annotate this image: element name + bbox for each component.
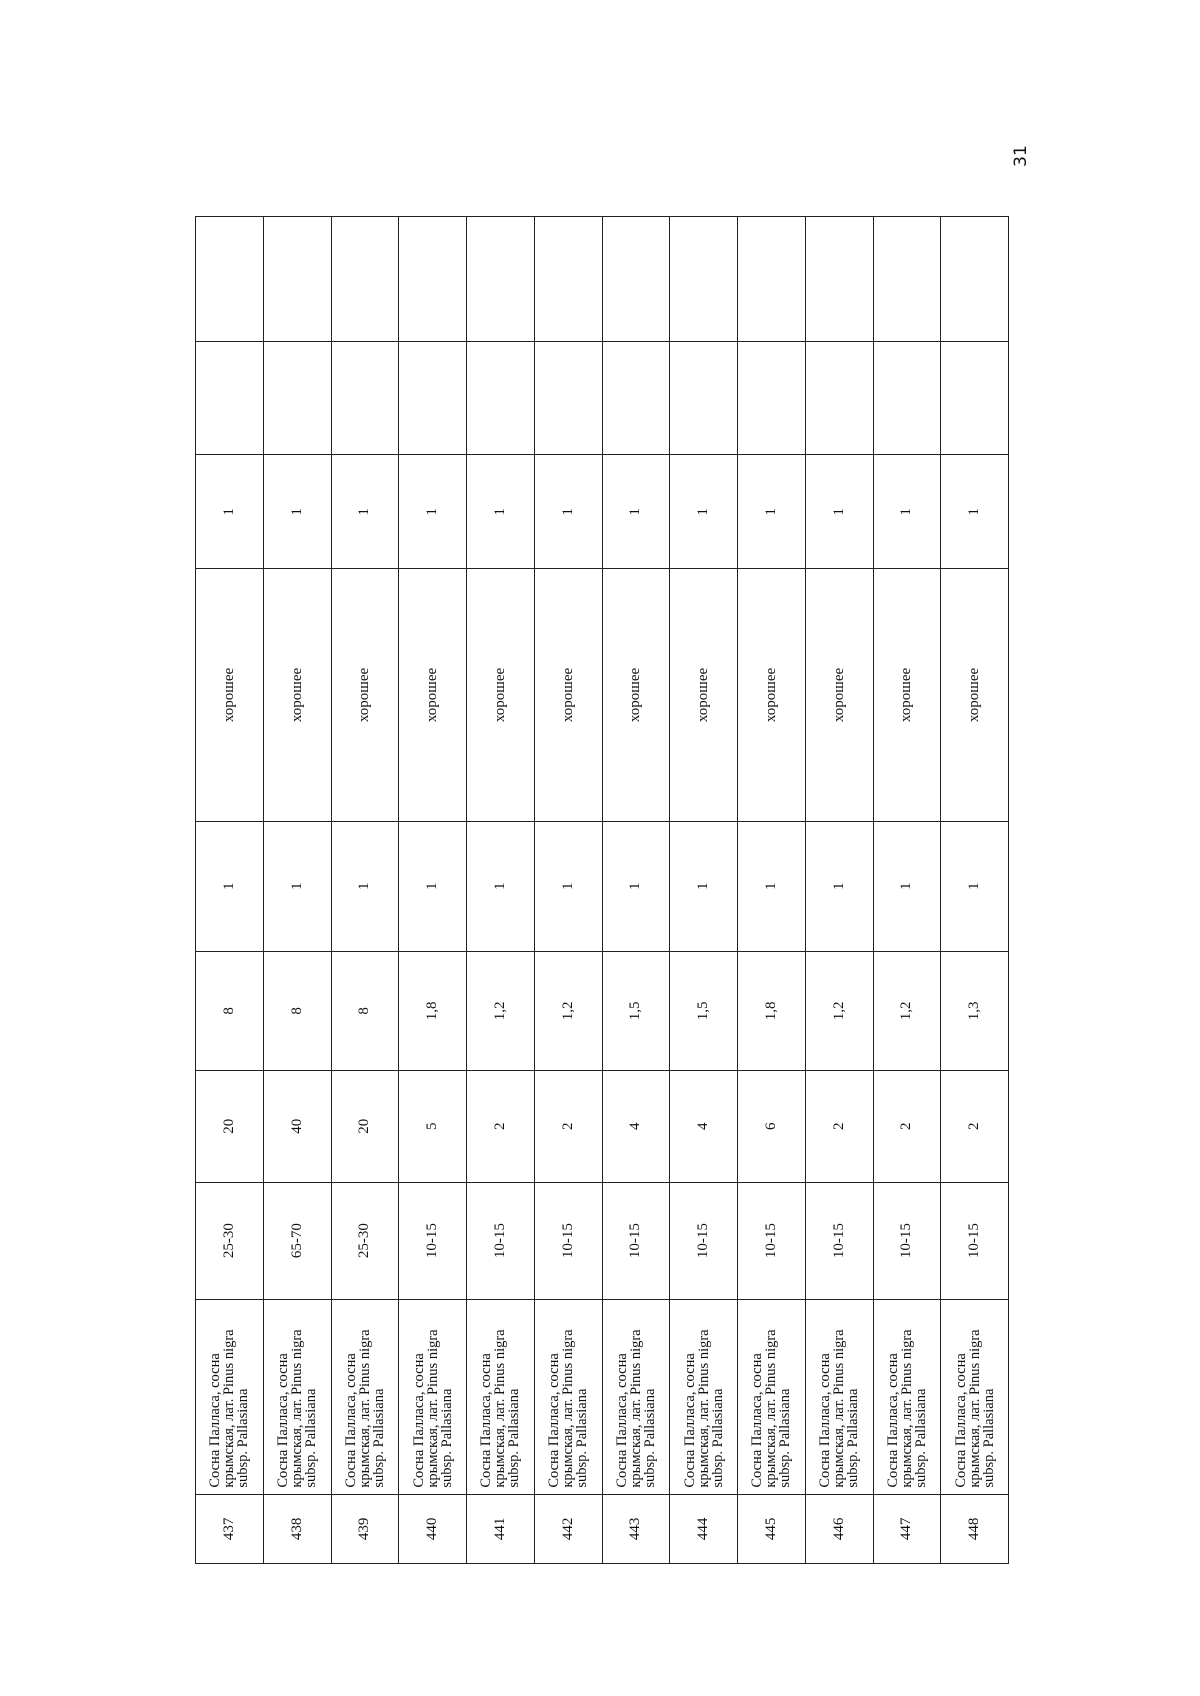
cell-diameter: 5 (399, 1070, 467, 1182)
cell-name: Сосна Палласа, сосна крымская, лат. Pinus nigra subsp. Pallasiana (467, 1299, 535, 1494)
cell-no: 441 (467, 1494, 535, 1563)
cell-no: 442 (534, 1494, 602, 1563)
cell-extra1 (263, 341, 331, 455)
cell-diameter: 4 (670, 1070, 738, 1182)
cell-no: 446 (805, 1494, 873, 1563)
cell-extra1 (602, 341, 670, 455)
cell-trunks: 1 (331, 455, 399, 569)
cell-trunks: 1 (399, 455, 467, 569)
cell-condition: хорошее (399, 569, 467, 821)
cell-extra1 (399, 341, 467, 455)
cell-height: 1,2 (873, 951, 941, 1070)
cell-no: 443 (602, 1494, 670, 1563)
cell-height: 8 (263, 951, 331, 1070)
cell-extra1 (331, 341, 399, 455)
cell-name: Сосна Палласа, сосна крымская, лат. Pinus nigra subsp. Pallasiana (534, 1299, 602, 1494)
cell-name: Сосна Палласа, сосна крымская, лат. Pinus nigra subsp. Pallasiana (670, 1299, 738, 1494)
table-row (467, 217, 535, 1564)
cell-diameter: 2 (467, 1070, 535, 1182)
cell-no: 439 (331, 1494, 399, 1563)
cell-trunks: 1 (263, 455, 331, 569)
table-row (670, 217, 738, 1564)
cell-age: 10-15 (670, 1182, 738, 1299)
cell-no: 445 (738, 1494, 806, 1563)
cell-trunks: 1 (941, 455, 1009, 569)
cell-count: 1 (399, 821, 467, 951)
cell-diameter: 2 (941, 1070, 1009, 1182)
cell-extra1 (873, 341, 941, 455)
cell-diameter: 4 (602, 1070, 670, 1182)
cell-count: 1 (670, 821, 738, 951)
cell-extra2 (738, 217, 806, 342)
cell-height: 1,2 (534, 951, 602, 1070)
cell-name: Сосна Палласа, сосна крымская, лат. Pinus nigra subsp. Pallasiana (331, 1299, 399, 1494)
cell-extra2 (873, 217, 941, 342)
cell-age: 10-15 (399, 1182, 467, 1299)
cell-condition: хорошее (873, 569, 941, 821)
cell-age: 10-15 (873, 1182, 941, 1299)
cell-extra1 (534, 341, 602, 455)
cell-age: 25-30 (331, 1182, 399, 1299)
cell-extra1 (196, 341, 264, 455)
cell-extra2 (399, 217, 467, 342)
cell-trunks: 1 (602, 455, 670, 569)
cell-age: 10-15 (534, 1182, 602, 1299)
cell-trunks: 1 (738, 455, 806, 569)
cell-no: 444 (670, 1494, 738, 1563)
cell-diameter: 2 (534, 1070, 602, 1182)
table-row (196, 217, 264, 1564)
cell-extra2 (263, 217, 331, 342)
cell-extra2 (331, 217, 399, 342)
cell-age: 10-15 (467, 1182, 535, 1299)
table-row (738, 217, 806, 1564)
cell-diameter: 6 (738, 1070, 806, 1182)
cell-condition: хорошее (534, 569, 602, 821)
cell-age: 10-15 (738, 1182, 806, 1299)
cell-name: Сосна Палласа, сосна крымская, лат. Pinus nigra subsp. Pallasiana (196, 1299, 264, 1494)
cell-age: 10-15 (805, 1182, 873, 1299)
cell-extra2 (602, 217, 670, 342)
cell-extra2 (467, 217, 535, 342)
table-row (602, 217, 670, 1564)
cell-name: Сосна Палласа, сосна крымская, лат. Pinus nigra subsp. Pallasiana (941, 1299, 1009, 1494)
cell-extra1 (738, 341, 806, 455)
cell-height: 8 (331, 951, 399, 1070)
cell-no: 437 (196, 1494, 264, 1563)
cell-condition: хорошее (941, 569, 1009, 821)
cell-height: 1,2 (805, 951, 873, 1070)
cell-diameter: 20 (196, 1070, 264, 1182)
cell-trunks: 1 (670, 455, 738, 569)
tree-inventory-table (195, 216, 1009, 1564)
cell-condition: хорошее (805, 569, 873, 821)
cell-extra2 (941, 217, 1009, 342)
table-row (805, 217, 873, 1564)
cell-trunks: 1 (873, 455, 941, 569)
cell-count: 1 (602, 821, 670, 951)
cell-count: 1 (196, 821, 264, 951)
cell-height: 1,5 (670, 951, 738, 1070)
inventory-table-rotated (195, 216, 1008, 1564)
cell-height: 1,2 (467, 951, 535, 1070)
cell-extra1 (805, 341, 873, 455)
cell-name: Сосна Палласа, сосна крымская, лат. Pinus nigra subsp. Pallasiana (263, 1299, 331, 1494)
table-body (196, 217, 1009, 1564)
table-row (941, 217, 1009, 1564)
cell-height: 8 (196, 951, 264, 1070)
cell-count: 1 (805, 821, 873, 951)
cell-diameter: 20 (331, 1070, 399, 1182)
cell-extra2 (534, 217, 602, 342)
cell-trunks: 1 (534, 455, 602, 569)
cell-extra1 (941, 341, 1009, 455)
cell-extra2 (196, 217, 264, 342)
cell-condition: хорошее (738, 569, 806, 821)
cell-diameter: 40 (263, 1070, 331, 1182)
cell-count: 1 (873, 821, 941, 951)
cell-height: 1,8 (399, 951, 467, 1070)
table-row (534, 217, 602, 1564)
cell-extra2 (670, 217, 738, 342)
cell-age: 25-30 (196, 1182, 264, 1299)
page-number: 31 (1010, 145, 1031, 167)
cell-condition: хорошее (467, 569, 535, 821)
cell-age: 65-70 (263, 1182, 331, 1299)
table-row (331, 217, 399, 1564)
table-row (399, 217, 467, 1564)
cell-no: 438 (263, 1494, 331, 1563)
cell-count: 1 (941, 821, 1009, 951)
table-row (873, 217, 941, 1564)
cell-diameter: 2 (873, 1070, 941, 1182)
cell-name: Сосна Палласа, сосна крымская, лат. Pinus nigra subsp. Pallasiana (873, 1299, 941, 1494)
cell-count: 1 (331, 821, 399, 951)
cell-condition: хорошее (331, 569, 399, 821)
cell-extra1 (670, 341, 738, 455)
cell-name: Сосна Палласа, сосна крымская, лат. Pinus nigra subsp. Pallasiana (602, 1299, 670, 1494)
cell-extra2 (805, 217, 873, 342)
cell-age: 10-15 (941, 1182, 1009, 1299)
cell-condition: хорошее (670, 569, 738, 821)
cell-name: Сосна Палласа, сосна крымская, лат. Pinus nigra subsp. Pallasiana (738, 1299, 806, 1494)
cell-trunks: 1 (805, 455, 873, 569)
cell-no: 448 (941, 1494, 1009, 1563)
cell-no: 447 (873, 1494, 941, 1563)
cell-no: 440 (399, 1494, 467, 1563)
cell-height: 1,3 (941, 951, 1009, 1070)
cell-name: Сосна Палласа, сосна крымская, лат. Pinus nigra subsp. Pallasiana (399, 1299, 467, 1494)
cell-condition: хорошее (196, 569, 264, 821)
table-row (263, 217, 331, 1564)
cell-height: 1,5 (602, 951, 670, 1070)
cell-name: Сосна Палласа, сосна крымская, лат. Pinus nigra subsp. Pallasiana (805, 1299, 873, 1494)
cell-condition: хорошее (263, 569, 331, 821)
cell-trunks: 1 (467, 455, 535, 569)
cell-count: 1 (738, 821, 806, 951)
cell-count: 1 (263, 821, 331, 951)
cell-condition: хорошее (602, 569, 670, 821)
cell-diameter: 2 (805, 1070, 873, 1182)
cell-count: 1 (467, 821, 535, 951)
cell-age: 10-15 (602, 1182, 670, 1299)
cell-extra1 (467, 341, 535, 455)
cell-trunks: 1 (196, 455, 264, 569)
cell-height: 1,8 (738, 951, 806, 1070)
cell-count: 1 (534, 821, 602, 951)
